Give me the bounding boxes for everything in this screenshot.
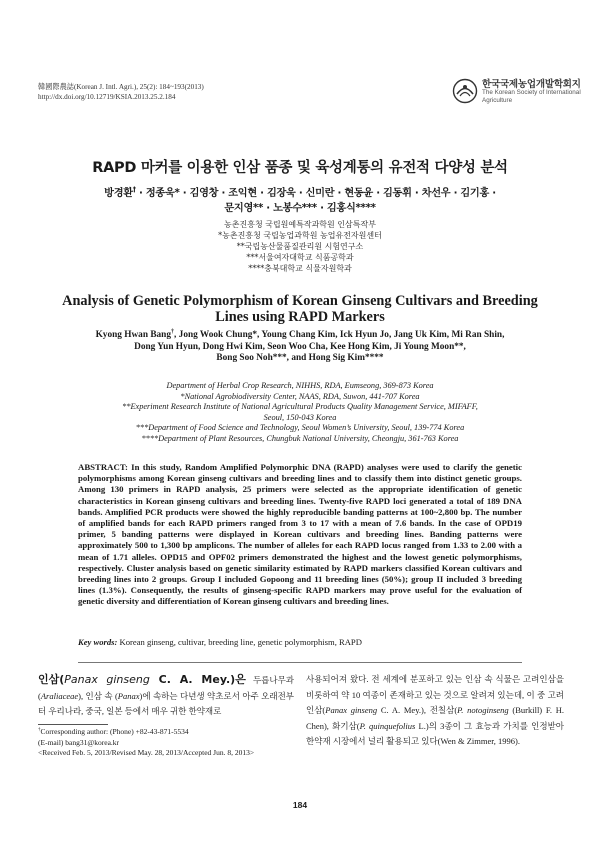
body-column-left [38,672,294,720]
dagger-mark: † [132,185,136,194]
keywords [78,637,522,648]
coauthors-korean: · 정종욱* · 김영창 · 조익현 · 김장욱 · 신미란 · 현동윤 · 김동휘 · 차선우 · 김기홍 · [135,188,496,199]
first-author-korean: 방경환 [104,188,133,199]
corresponding-phone: Corresponding author: (Phone) +82-43-871-5534 [40,727,189,736]
body-right-text-4: L.)의 3종이 그 효능과 가치를 인정받아 한약재 시장에서 널리 활용되고 있다(Wen & Zimmer, 1996). [306,720,565,746]
corresponding-email: (E-mail) bang31@korea.kr [38,737,120,747]
body-right-text-2: C. A. Mey.), 전칠삼( [377,705,458,715]
corresponding-author [38,727,300,738]
footnote [38,727,300,759]
title-english-line2: Lines using RAPD Markers [215,309,385,325]
affiliation-english-3b: Seoul, 150-043 Korea [263,412,337,422]
body-column-right [306,672,564,750]
affiliation-korean-4: ***서울여자대학교 식품공학과 [246,253,354,262]
society-name-korean: 한국국제농업개발학회지 [482,79,581,90]
authors-korean-line2: 문지영** · 노봉수*** · 김홍식**** [224,203,376,214]
society-name-english-line2: Agriculture [482,97,513,104]
society-name-english-line1: The Korean Society of International [482,89,581,96]
footnote-divider [38,724,108,725]
journal-citation: 韓國際農誌(Korean J. Intl. Agri.), 25(2): 184~193(2013) [38,83,204,91]
first-author-english: Kyong Hwan Bang [95,330,171,340]
affiliation-english-2: *National Agrobiodiversity Center, NAAS, RDA, Suwon, 441-707 Korea [180,391,420,401]
authors-korean-line1 [60,186,540,201]
affiliations-english [40,381,560,444]
lead-word: 인삼( [38,673,65,686]
affiliation-korean-2: *농촌진흥청 국립농업과학원 농업유전자원센터 [218,231,382,240]
authors-english-line3: Bong Soo Noh***, and Hong Sig Kim**** [216,353,384,363]
doi-link[interactable]: http://dx.doi.org/10.12719/KSIA.2013.25.2.184 [38,93,176,101]
page-number: 184 [292,800,308,810]
species-1: Panax ginseng [325,705,378,715]
dagger-mark-english: † [171,328,175,335]
affiliation-english-3: **Experiment Research Institute of National Agricultural Products Quality Management Service, MIFAFF, [122,402,478,411]
genus-name: Panax [117,690,140,701]
affiliation-english-1: Department of Herbal Crop Research, NIHHS, RDA, Eumseong, 369-873 Korea [166,381,434,390]
footnote-dagger: † [38,727,41,733]
title-korean: RAPD 마커를 이용한 인삼 품종 및 육성계통의 유전적 다양성 분석 [92,160,508,176]
family-name: Araliaceae [40,690,79,701]
body-right-text-3: (Burkill) F. H. Chen), 화기삼( [306,705,564,731]
affiliations-korean [0,219,600,274]
species-3: P. quinquefolius [359,720,416,731]
affiliation-korean-1: 농촌진흥청 국립원예특작과학원 인삼특작부 [224,220,376,229]
lead-species: Panax ginseng [64,673,150,686]
lead-rest: C. A. Mey.)은 [149,673,246,686]
affiliation-korean-3: **국립농산물품질관리원 시험연구소 [236,242,364,251]
authors-korean [60,186,540,216]
society-logo-icon [452,78,478,104]
species-2: P. notoginseng [457,705,509,715]
journal-header [38,82,204,102]
received-dates: <Received Feb. 5, 2013/Revised May. 28, 2013/Accepted Jun. 8, 2013> [38,748,255,757]
title-english [30,293,570,325]
coauthors-english: , Jong Wook Chung*, Young Chang Kim, Ick Hyun Jo, Jang Uk Kim, Mi Ran Shin, [174,330,505,340]
society-block [452,76,581,110]
keywords-label: Key words: [78,637,118,647]
society-name-english [482,89,582,105]
keywords-list: Korean ginseng, cultivar, breeding line, genetic polymorphism, RAPD [117,637,362,647]
authors-english-line2: Dong Yun Hyun, Dong Hwi Kim, Seon Woo Cha, Kee Hong Kim, Ji Young Moon**, [134,341,466,352]
authors-english-line1 [50,330,550,342]
affiliation-english-5: ****Department of Plant Resources, Chungbuk National University, Cheongju, 361-763 Korea [141,433,459,443]
affiliation-english-4: ***Department of Food Science and Technology, Seoul Women’s University, Seoul, 139-774 Korea [135,423,465,432]
title-english-line1: Analysis of Genetic Polymorphism of Korean Ginseng Cultivars and Breeding [62,293,538,309]
affiliation-korean-5: ****충북대학교 식물자원학과 [248,264,352,273]
section-divider [78,662,522,663]
body-left-text-3: )에 속하는 다년생 약초로서 아주 오래전부터 우리나라, 중국, 일본 등에서 매우 귀한 한약재로 [38,690,294,716]
authors-english [50,330,550,365]
body-left-text-1: 두릅나무과 ( [38,675,294,701]
body-right-text-1: 사용되어져 왔다. 전 세계에 분포하고 있는 인삼 속 식물은 고려인삼을 비롯하여 약 10 여종이 존재하고 있는 것으로 알려져 있는데, 이 중 고려인삼( [306,674,564,715]
abstract: ABSTRACT: In this study, Random Amplified Polymorphic DNA (RAPD) analyses were used to clarify the genetic polymorphisms among Korean ginseng cultivars and breeding lines and to classify them into distinct genetic groups. Among 130 primers in RAPD analysis, 25 primers were selected as the appropriate identification of genetic characteristics in Korean ginseng cultivars and breeding lines. Twenty-five RAPD loci generated a total of 189 DNA bands. Amplified PCR products were showed the highly reproducible banding patterns at 100~2,800 bp. The number of amplified bands for each RAPD primers ranged from 3 to 17 with a mean of 7.6 bands. In the case of OPD19 primer, 5 banding patterns were displayed in Korean cultivars and breeding lines. Banding patterns were approximately 500 to 1,300 bp amplicons. The number of alleles for each RAPD locus ranged from 1.33 to 2.00 with a mean of 1.71 alleles. OPD15 and OPF02 primers demonstrated the highest and the lowest genetic polymorphisms, respectively. Cluster analysis based on genetic similarity estimated by RAPD markers classified Korean cultivars and breeding lines into 2 groups. Group I included Gopoong and 11 breeding lines (50%); group II included 3 breeding lines (1.3%). Consequently, the results of ginseng-specific RAPD markers may prove useful for the evaluation of genetic diversity and differentiation of Korean ginseng cultivars and breeding lines. [78,462,522,607]
body-left-text-2: ), 인삼 속 ( [78,690,118,701]
